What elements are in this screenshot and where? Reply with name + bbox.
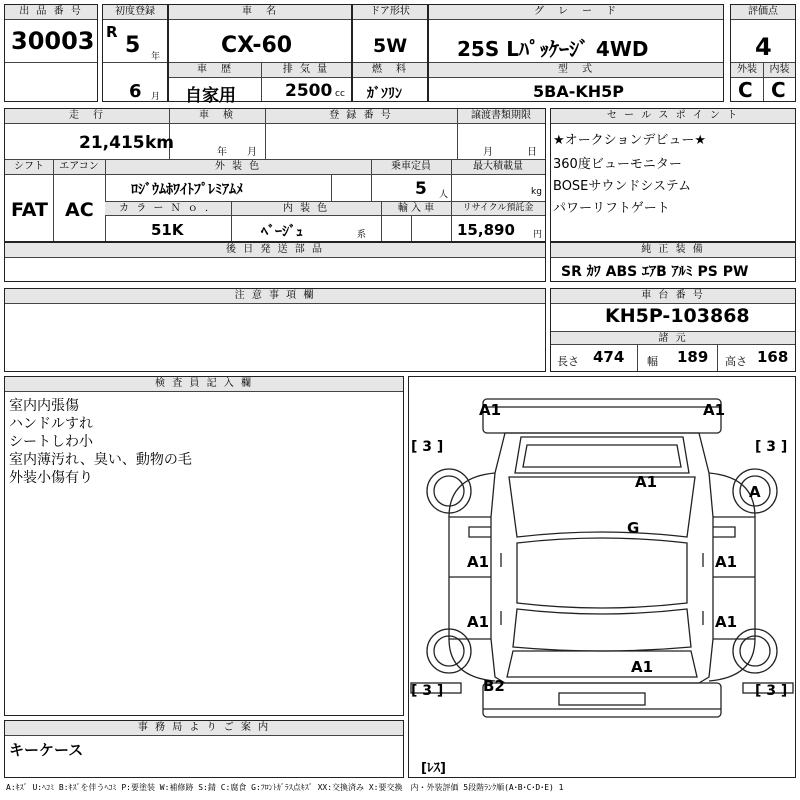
detail-table (4, 108, 546, 242)
lot-number-box (4, 4, 98, 102)
spare-tire: [ﾚｽ] (421, 761, 446, 776)
fuel-type: ｶﾞｿﾘﾝ (367, 86, 402, 102)
sales-point: パワーリフトゲート (553, 201, 670, 216)
history-label: 車 歴 (169, 63, 261, 78)
ac-label: エアコン (53, 160, 105, 175)
inspector-box (4, 376, 404, 716)
recycle-label: リサイクル預託金 (451, 202, 545, 216)
damage-mark: A1 (715, 553, 738, 571)
transfer-label: 譲渡書類期限 (457, 109, 545, 124)
length-label: 長さ (557, 355, 579, 368)
equipment-items: SR ｶﾜ ABS ｴｱB ｱﾙﾐ PS PW (561, 264, 749, 280)
lot-label: 出 品 番 号 (5, 5, 97, 20)
sales-point: ★オークションデビュー★ (553, 133, 707, 148)
type-label: 型 式 (429, 63, 723, 78)
grade-box (428, 4, 724, 102)
exterior-color-label: 外 装 色 (105, 160, 371, 175)
month-unit: 月 (151, 92, 161, 102)
damage-mark: B2 (483, 677, 505, 695)
type-code: 5BA-KH5P (533, 82, 624, 101)
inspector-note: シートしわ小 (9, 434, 93, 450)
equipment-label: 純 正 装 備 (551, 243, 795, 258)
exterior-grade: C (738, 78, 753, 102)
fuel-label: 燃 料 (353, 63, 427, 78)
inspection-month-unit: 月 (247, 147, 257, 158)
shift: FAT (11, 199, 48, 221)
damage-mark: A (749, 483, 761, 501)
color-no-label: カ ラ ー Ｎ ｏ ． (105, 202, 231, 216)
sales-point: BOSEサウンドシステム (553, 179, 692, 194)
color-number: 51K (151, 221, 184, 239)
inspector-note: 室内内張傷 (9, 398, 79, 414)
later-parts-box (4, 242, 546, 282)
damage-mark: A1 (467, 553, 490, 571)
width-value: 189 (677, 348, 709, 366)
equipment-box (550, 242, 796, 282)
spec-label: 諸 元 (551, 331, 795, 345)
office-box (4, 720, 404, 778)
sales-points-box (550, 108, 796, 242)
capacity-unit: 人 (439, 190, 449, 200)
model-box (168, 4, 352, 106)
tread-depth: [ 3 ] (411, 439, 444, 455)
auction-score: 4 (755, 33, 772, 61)
car-outline (409, 377, 795, 777)
interior-grade: C (771, 78, 786, 102)
legend: A:ｷｽﾞ U:ﾍｺﾐ B:ｷｽﾞを伴うﾍｺﾐ P:要塗装 W:補修跡 S:錆 C:腐食 G:ﾌﾛﾝﾄｶﾞﾗｽ点ｷｽﾞ XX:交換済み X:要交換 内・外装評価 5段階ﾗﾝｸ順(A･B･C･D･E) 1 (6, 783, 564, 792)
sales-point: 360度ビューモニター (553, 157, 682, 172)
inspection-label: 車 検 (169, 109, 265, 124)
damage-mark: A1 (479, 401, 502, 419)
air-conditioning: AC (65, 199, 94, 221)
damage-mark: A1 (631, 658, 654, 676)
year-unit: 年 (151, 52, 161, 62)
transfer-month: 月 (483, 147, 493, 158)
tread-depth: [ 3 ] (411, 683, 444, 699)
model-label: 車 名 (169, 5, 351, 20)
chassis-box (550, 288, 796, 372)
chassis-number: KH5P-103868 (605, 305, 750, 327)
notes-label: 注 意 事 項 欄 (5, 289, 545, 304)
displacement: 2500 (285, 81, 333, 101)
model-name: CX-60 (221, 33, 293, 58)
damage-mark: A1 (635, 473, 658, 491)
displacement-unit: cc (335, 89, 345, 99)
lot-number: 30003 (11, 27, 95, 55)
later-parts-label: 後 日 発 送 部 品 (5, 243, 545, 258)
capacity-label: 乗車定員 (371, 160, 451, 175)
first-reg-label: 初度登録 (103, 5, 167, 20)
door-type: 5W (373, 35, 408, 57)
inspector-label: 検 査 員 記 入 欄 (5, 377, 403, 392)
damage-mark: A1 (467, 613, 490, 631)
car-diagram (408, 376, 796, 778)
recycle-deposit: 15,890 (457, 221, 515, 239)
shift-label: シフト (5, 160, 53, 175)
height-label: 高さ (725, 355, 747, 368)
damage-mark: A1 (703, 401, 726, 419)
mileage: 21,415 (79, 133, 145, 153)
import-label: 輸 入 車 (381, 202, 451, 216)
height-value: 168 (757, 348, 789, 366)
first-registration-box (102, 4, 168, 102)
office-note: キーケース (9, 741, 84, 759)
load-label: 最大積載量 (451, 160, 545, 175)
exterior-color: ﾛｼﾞｳﾑﾎﾜｲﾄﾌﾟﾚﾐｱﾑﾒ (131, 182, 243, 198)
door-label: ドア形状 (353, 5, 427, 20)
reg-no-label: 登 録 番 号 (265, 109, 457, 124)
notes-box (4, 288, 546, 372)
displacement-label: 排 気 量 (261, 63, 351, 78)
width-label: 幅 (647, 355, 658, 368)
office-label: 事 務 局 よ り ご 案 内 (5, 721, 403, 736)
sales-points-label: セ ー ル ス ポ イ ン ト (551, 109, 795, 124)
inspector-note: 室内薄汚れ、臭い、動物の毛 (9, 452, 192, 468)
grade: 25S Lﾊﾟｯｹｰｼﾞ 4WD (457, 37, 649, 61)
era: R (106, 23, 118, 41)
transfer-day: 日 (527, 147, 537, 158)
recycle-unit: 円 (533, 230, 543, 240)
reg-year: 5 (125, 33, 141, 58)
door-box (352, 4, 428, 102)
interior-color: ﾍﾞｰｼﾞｭ (261, 224, 303, 240)
damage-mark: G (627, 519, 640, 537)
exterior-grade-label: 外装 (731, 63, 763, 78)
interior-color-label: 内 装 色 (231, 202, 381, 216)
damage-mark: A1 (715, 613, 738, 631)
chassis-label: 車 台 番 号 (551, 289, 795, 304)
mileage-label: 走 行 (5, 109, 169, 124)
reg-month: 6 (129, 81, 142, 102)
score-label: 評価点 (731, 5, 795, 20)
tread-depth: [ 3 ] (755, 439, 788, 455)
vehicle-history: 自家用 (185, 86, 236, 106)
inspector-note: ハンドルすれ (9, 416, 93, 432)
load-unit: kg (531, 187, 542, 197)
grade-label: グ レ ー ド (429, 5, 723, 20)
inspector-note: 外装小傷有り (9, 470, 93, 486)
tread-depth: [ 3 ] (755, 683, 788, 699)
inspection-year-unit: 年 (217, 147, 227, 158)
mileage-unit: km (145, 133, 175, 153)
capacity: 5 (415, 179, 427, 199)
score-box (730, 4, 796, 102)
length-value: 474 (593, 348, 625, 366)
interior-grade-label: 内装 (764, 63, 795, 78)
interior-color-suffix: 系 (357, 230, 367, 240)
